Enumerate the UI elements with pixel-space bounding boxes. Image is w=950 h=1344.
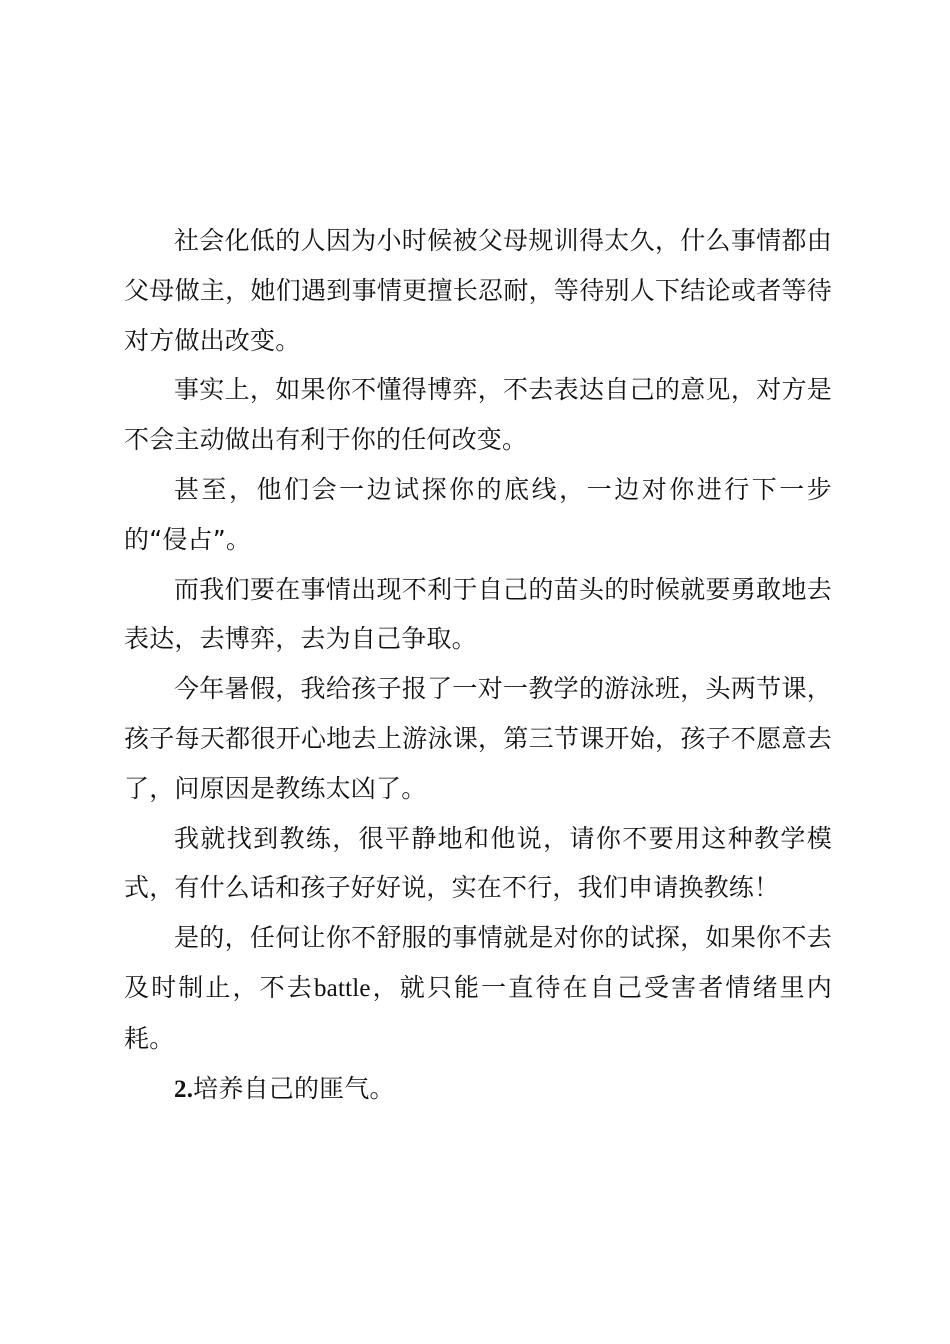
section-heading-number: 2. [174,1075,194,1103]
paragraph-1: 社会化低的人因为小时候被父母规训得太久，什么事情都由父母做主，她们遇到事情更擅长忍耐，等待别人下结论或者等待对方做出改变。 [124,226,832,355]
paragraph-6: 我就找到教练，很平静地和他说，请你不要用这种教学模式，有什么话和孩子好好说，实在不行，我们申请换教练！ [124,823,832,903]
paragraph-7-after: ，就只能一直待在自己受害者情绪里内耗。 [124,972,832,1053]
paragraph-7-before: 是的，任何让你不舒服的事情就是对你的试探，如果你不去及时制止，不去 [124,923,832,1002]
section-heading-text: 培养自己的匪气。 [193,1073,395,1103]
paragraph-7 [124,913,832,1063]
paragraph-2: 事实上，如果你不懂得博弈，不去表达自己的意见，对方是不会主动做出有利于你的任何改变。 [124,375,832,455]
section-heading [124,1064,832,1115]
document-body [124,216,832,1114]
paragraph-5: 今年暑假，我给孩子报了一对一教学的游泳班，头两节课，孩子每天都很开心地去上游泳课，第三节课开始，孩子不愿意去了，问原因是教练太凶了。 [124,674,832,803]
paragraph-4: 而我们要在事情出现不利于自己的苗头的时候就要勇敢地去表达，去博弈，去为自己争取。 [124,574,832,654]
paragraph-7-latin-word: battle [313,974,371,1002]
paragraph-3: 甚至，他们会一边试探你的底线，一边对你进行下一步的“侵占”。 [124,474,832,554]
